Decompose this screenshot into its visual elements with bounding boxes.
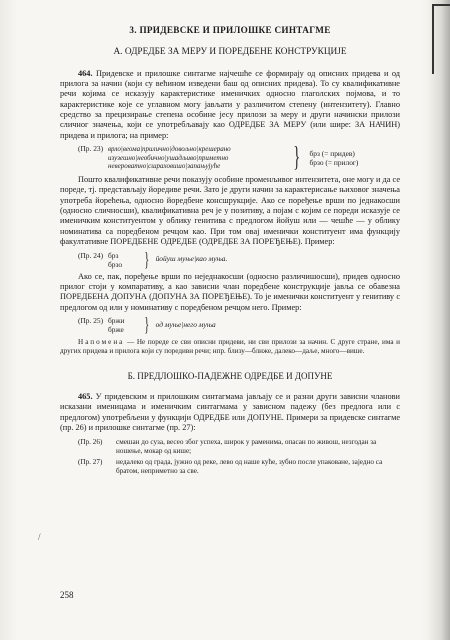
example-targets: [309, 149, 358, 167]
example-target: брз (= придев): [309, 149, 355, 159]
example-25: [78, 313, 400, 336]
example-word: брзо: [108, 259, 123, 269]
paragraph-464: [60, 69, 400, 141]
chapter-title: 3. ПРИДЕВСКЕ И ПРИЛОШКЕ СИНТАГМЕ: [129, 25, 331, 35]
paragraph-text: У придевским и прилошким синтагмама јављају се и разни други зависни чланови исказани именицама и именичким синтагмама у зависном падежу (без предлога или с предлогом) употребљени у функцији ОДРЕДБЕ или ДОПУНЕ. Примери за придевске синтагме (пр. 26) и прилошке синтагме (пр. 27):: [60, 391, 400, 432]
example-result: од муње|нeго муња: [155, 319, 216, 329]
example-word: брз: [108, 250, 119, 260]
section-a-title: А. ОДРЕДБЕ ЗА МЕРУ И ПОРЕДБЕНЕ КОНСТРУКЦИЈЕ: [113, 47, 347, 58]
example-27: [60, 458, 400, 476]
example-text: смешан до суза, весео због успеха, широк у раменима, опасан по живош, незгодан за ношење, мокар од кише;: [116, 438, 377, 456]
note-text: — Не пореде се сви описни придеви, ни сви прилози за начин. С друге стране, има и других придева и прилога који су поредиви речи; нпр. близу—ближе, далеко—даље, много—више.: [60, 337, 401, 355]
note-label: Напомена: [78, 337, 125, 346]
paragraph-text: Придевске и прилошке синтагме најчешће се формирају од описних придева и од прилога за начин (који су већином изведени баш од описних придева). То су квалификативне речи којима се исказују карактеристике именичких односно глаголских појмова, и то карактеристике које се углавном могу јављати у различитом степену (интензитету). Главно средство за прецизирање степена особине јесу прилози за меру и други начински прилози сличног значења, који се употребљавају као ОДРЕДБЕ ЗА МЕРУ (или шире: ЗА НАЧИН) придева и прилога; на пример:: [60, 68, 400, 140]
example-label: (Пр. 23): [78, 144, 104, 154]
paragraph-number: 464.: [78, 68, 93, 78]
example-word: бржи: [108, 315, 125, 325]
paragraph-number: 465.: [78, 391, 93, 401]
example-line: изузешно|необично|ушадљиво|приметно: [108, 153, 229, 162]
example-result: йойуш муње|као муња.: [155, 254, 228, 264]
page-number: 258: [60, 590, 74, 600]
example-26: [60, 438, 400, 456]
example-line: невероватно|сшраховишо|запањујуће: [108, 162, 221, 171]
example-target: брзо (= прилог): [309, 158, 359, 168]
margin-mark: /: [38, 532, 41, 542]
page-curl-shadow: [428, 0, 450, 640]
example-adverbs: [108, 145, 288, 171]
example-label: (Пр. 24): [78, 250, 104, 260]
right-brace: }: [144, 248, 150, 271]
example-label: (Пр. 27): [78, 458, 103, 466]
note: [60, 338, 400, 356]
right-brace: }: [144, 313, 150, 336]
section-b-title: Б. ПРЕДЛОШКО-ПАДЕЖНЕ ОДРЕДБЕ И ДОПУНЕ: [127, 371, 333, 382]
corner-mark: [432, 4, 444, 74]
example-words: [108, 251, 138, 269]
example-23: [78, 144, 400, 172]
paragraph-464c: Ако се, пак, поређење врши по неједнакосши (односно различишосши), придев односно прилог стоји у компаративу, а као зависни члан поредбене конструкције јавља се обавезна ПОРЕДБЕНА ДОПУНА (ДОПУНА ЗА ПОРЕЂЕЊЕ). То је именички конституент у генитиву с предлогом од или у номинативу с поредбеном речцом нeго. Пример:: [60, 271, 400, 312]
page-content: [60, 25, 400, 478]
example-word: брже: [108, 324, 124, 334]
example-24: [78, 248, 400, 271]
paragraph-464b: Пошто квалификативне речи показују особине променљивог интензитета, оне могу и да се пореде, тј. представљају йоредиве речи. Зато је други начин за карактерисање њиховог значења употреба йорећења, односно йоредбене консшрукције. Ако се поређење врши по једнакосши (односно сличносши), квалификативна реч је у позитиву, а појам с којим се пореди исказује се именичким конституентом у облику генитива с предлогом йойуш или — чешће — у облику номинатива са поредбеном речцом као. При том овај именички конституент има функцију факултативне ПОРЕДБЕНЕ ОДРЕДБЕ (ОДРЕДБЕ ЗА ПОРЕЂЕЊЕ). Пример:: [60, 175, 400, 247]
paragraph-465: [60, 392, 400, 433]
example-words: [108, 316, 138, 334]
example-text: недалеко од града, јужно од реке, лево од наше куће, зубно после упаковане, заједно са братом, непримeтно за све.: [116, 458, 383, 475]
example-label: (Пр. 25): [78, 315, 104, 325]
example-label: (Пр. 26): [78, 438, 103, 447]
example-line: врло|веома|прилично|довољно|крешерано: [108, 145, 231, 154]
examples-26-27: [60, 438, 400, 476]
right-brace: }: [293, 142, 301, 174]
